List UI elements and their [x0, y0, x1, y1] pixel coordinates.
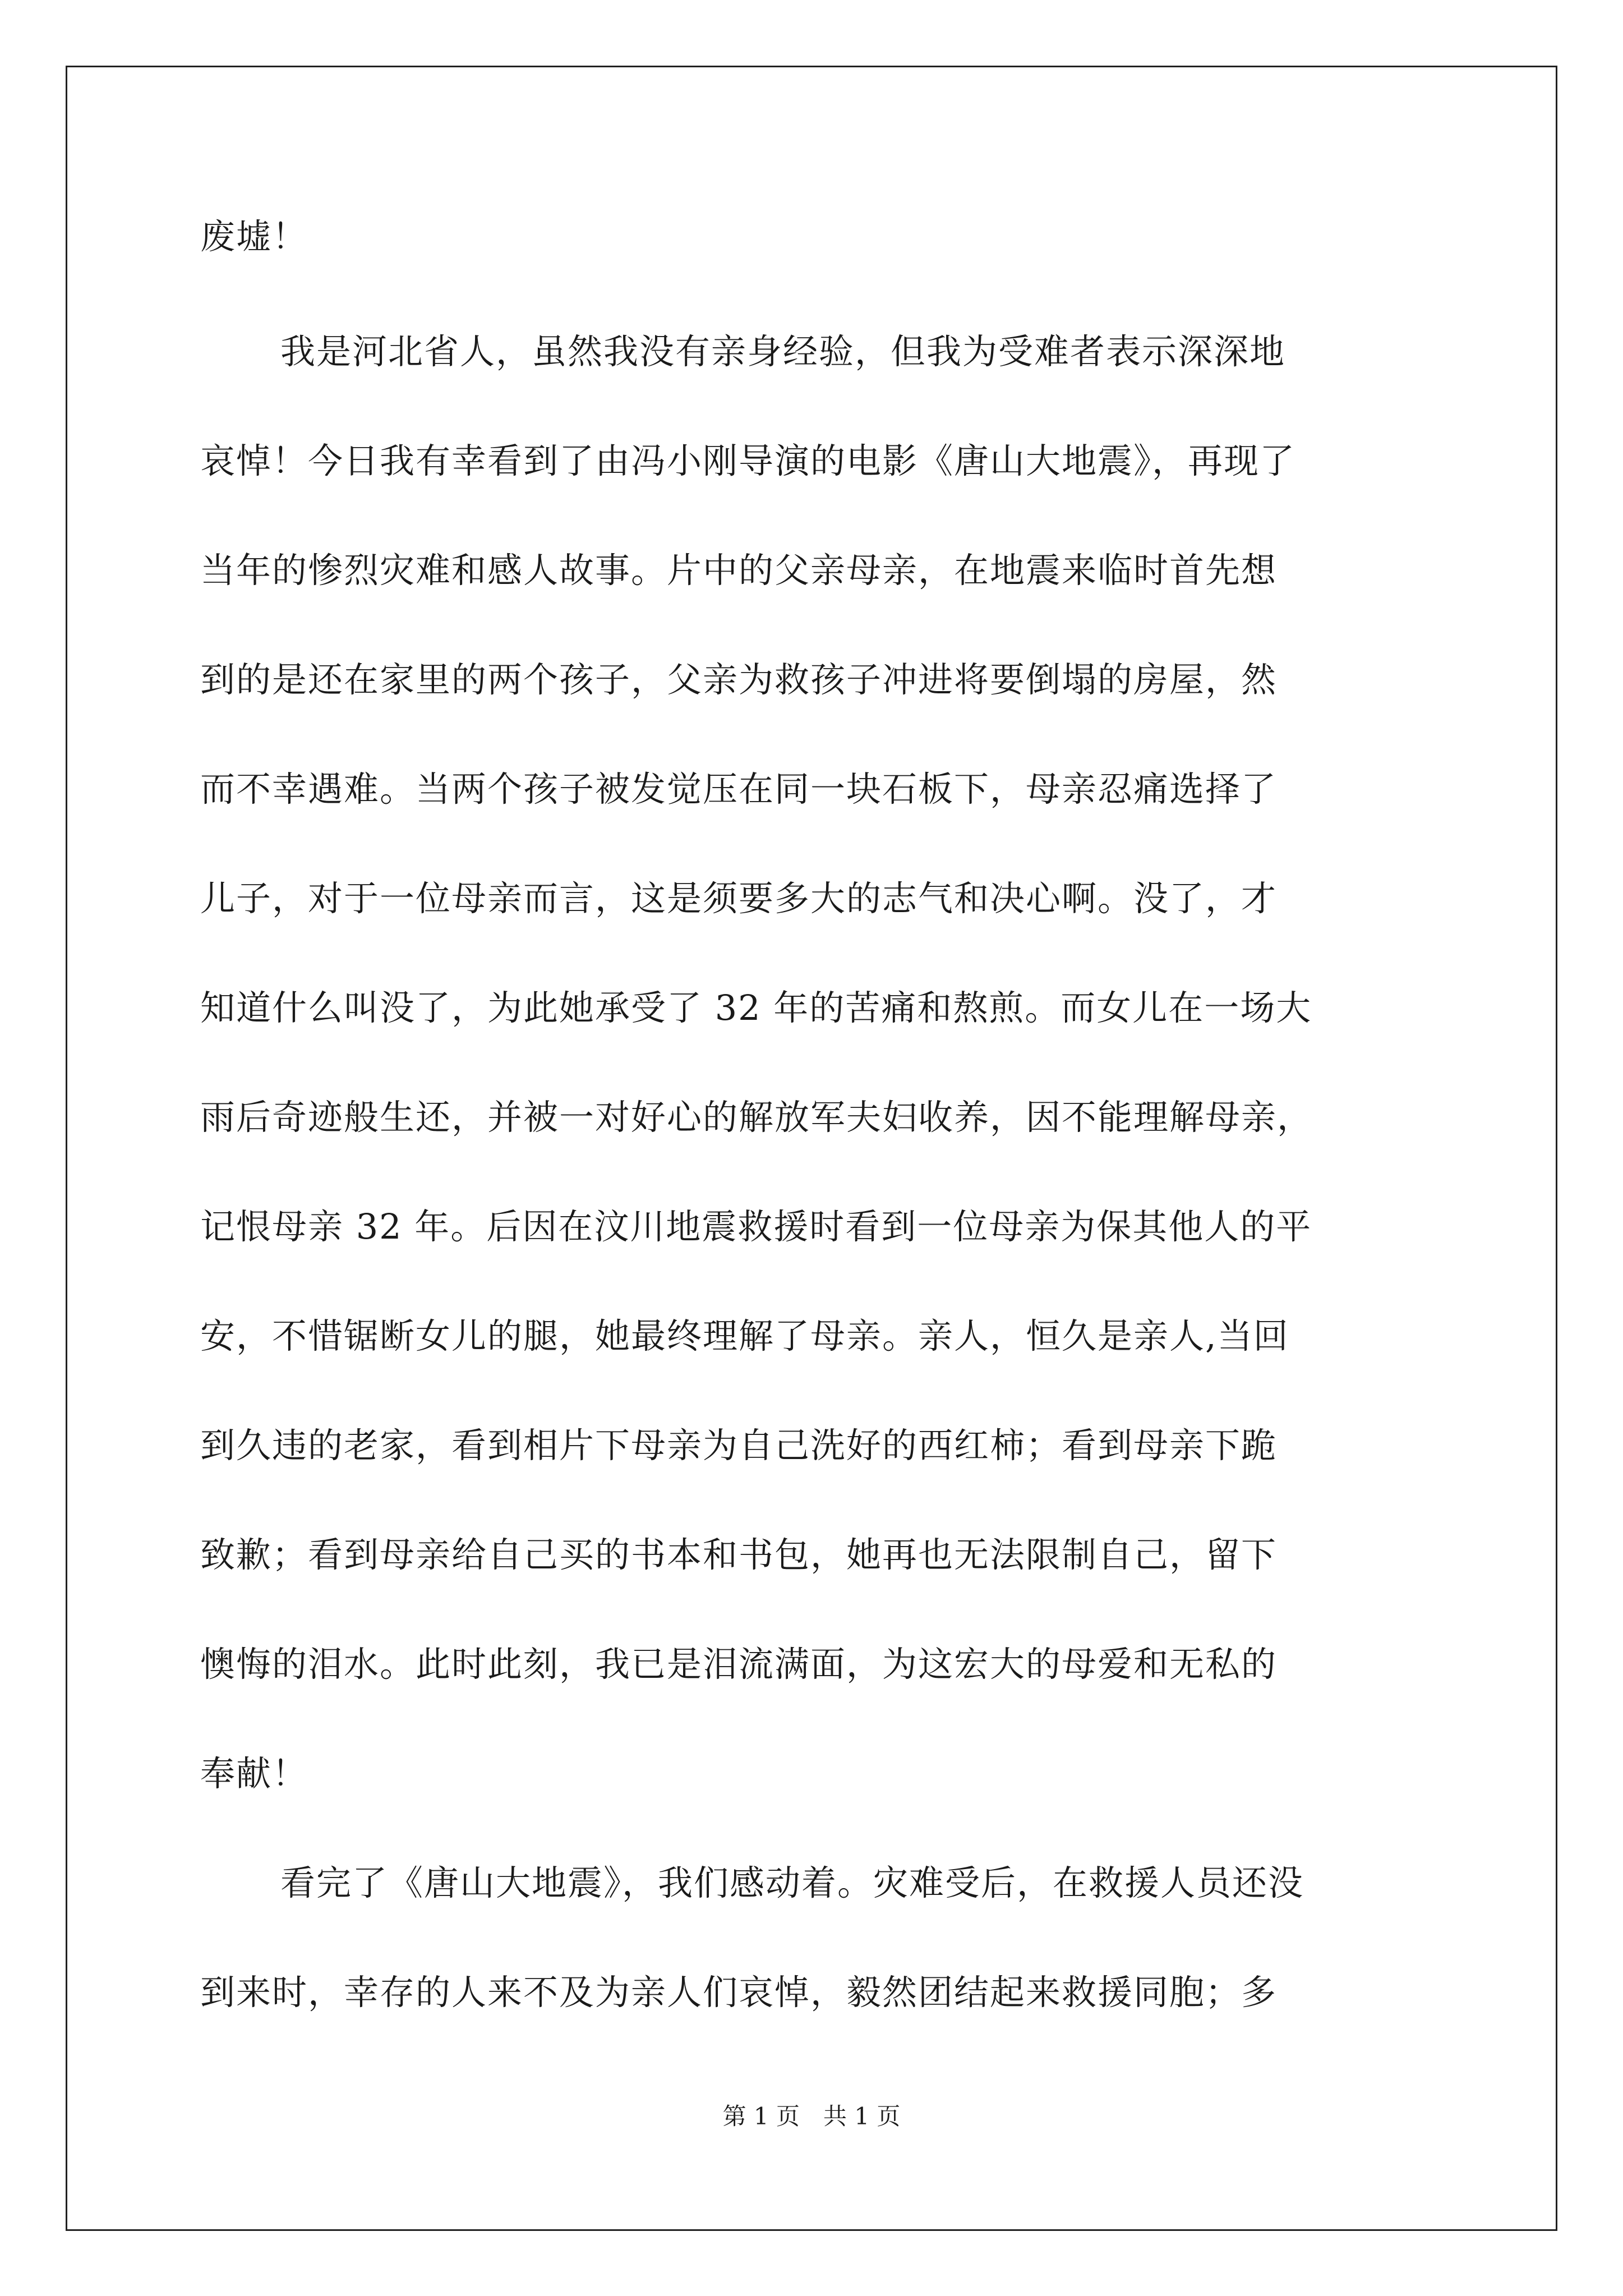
text-line: 知道什么叫没了，为此她承受了 32 年的苦痛和熬煎。而女儿在一场大: [200, 987, 1312, 1028]
page-footer: 第 1 页 共 1 页: [722, 2102, 901, 2130]
text-line: 懊悔的泪水。此时此刻，我已是泪流满面，为这宏大的母爱和无私的: [200, 1644, 1278, 1685]
text-line: 当年的惨烈灾难和感人故事。片中的父亲母亲，在地震来临时首先想: [200, 550, 1278, 591]
text-line: 雨后奇迹般生还，并被一对好心的解放军夫妇收养，因不能理解母亲，: [200, 1097, 1313, 1138]
text-line: 看完了《唐山大地震》，我们感动着。灾难受后，在救援人员还没: [280, 1862, 1304, 1903]
text-line: 废墟！: [200, 216, 308, 257]
page-border: [66, 66, 1557, 2231]
text-line: 记恨母亲 32 年。后因在汶川地震救援时看到一位母亲为保其他人的平: [200, 1206, 1312, 1247]
text-line: 到久违的老家，看到相片下母亲为自己洗好的西红柿；看到母亲下跪: [200, 1425, 1278, 1466]
text-line: 我是河北省人，虽然我没有亲身经验，但我为受难者表示深深地: [280, 331, 1286, 372]
text-line: 奉献！: [200, 1753, 308, 1794]
text-line: 致歉；看到母亲给自己买的书本和书包，她再也无法限制自己，留下: [200, 1534, 1278, 1575]
text-line: 哀悼！今日我有幸看到了由冯小刚导演的电影《唐山大地震》，再现了: [200, 440, 1296, 481]
text-line: 儿子，对于一位母亲而言，这是须要多大的志气和决心啊。没了，才: [200, 878, 1278, 919]
text-line: 而不幸遇难。当两个孩子被发觉压在同一块石板下，母亲忍痛选择了: [200, 769, 1278, 809]
text-line: 到来时，幸存的人来不及为亲人们哀悼，毅然团结起来救援同胞；多: [200, 1972, 1278, 2013]
text-line: 安，不惜锯断女儿的腿，她最终理解了母亲。亲人，恒久是亲人,当回: [200, 1315, 1289, 1356]
text-line: 到的是还在家里的两个孩子，父亲为救孩子冲进将要倒塌的房屋，然: [200, 659, 1278, 700]
